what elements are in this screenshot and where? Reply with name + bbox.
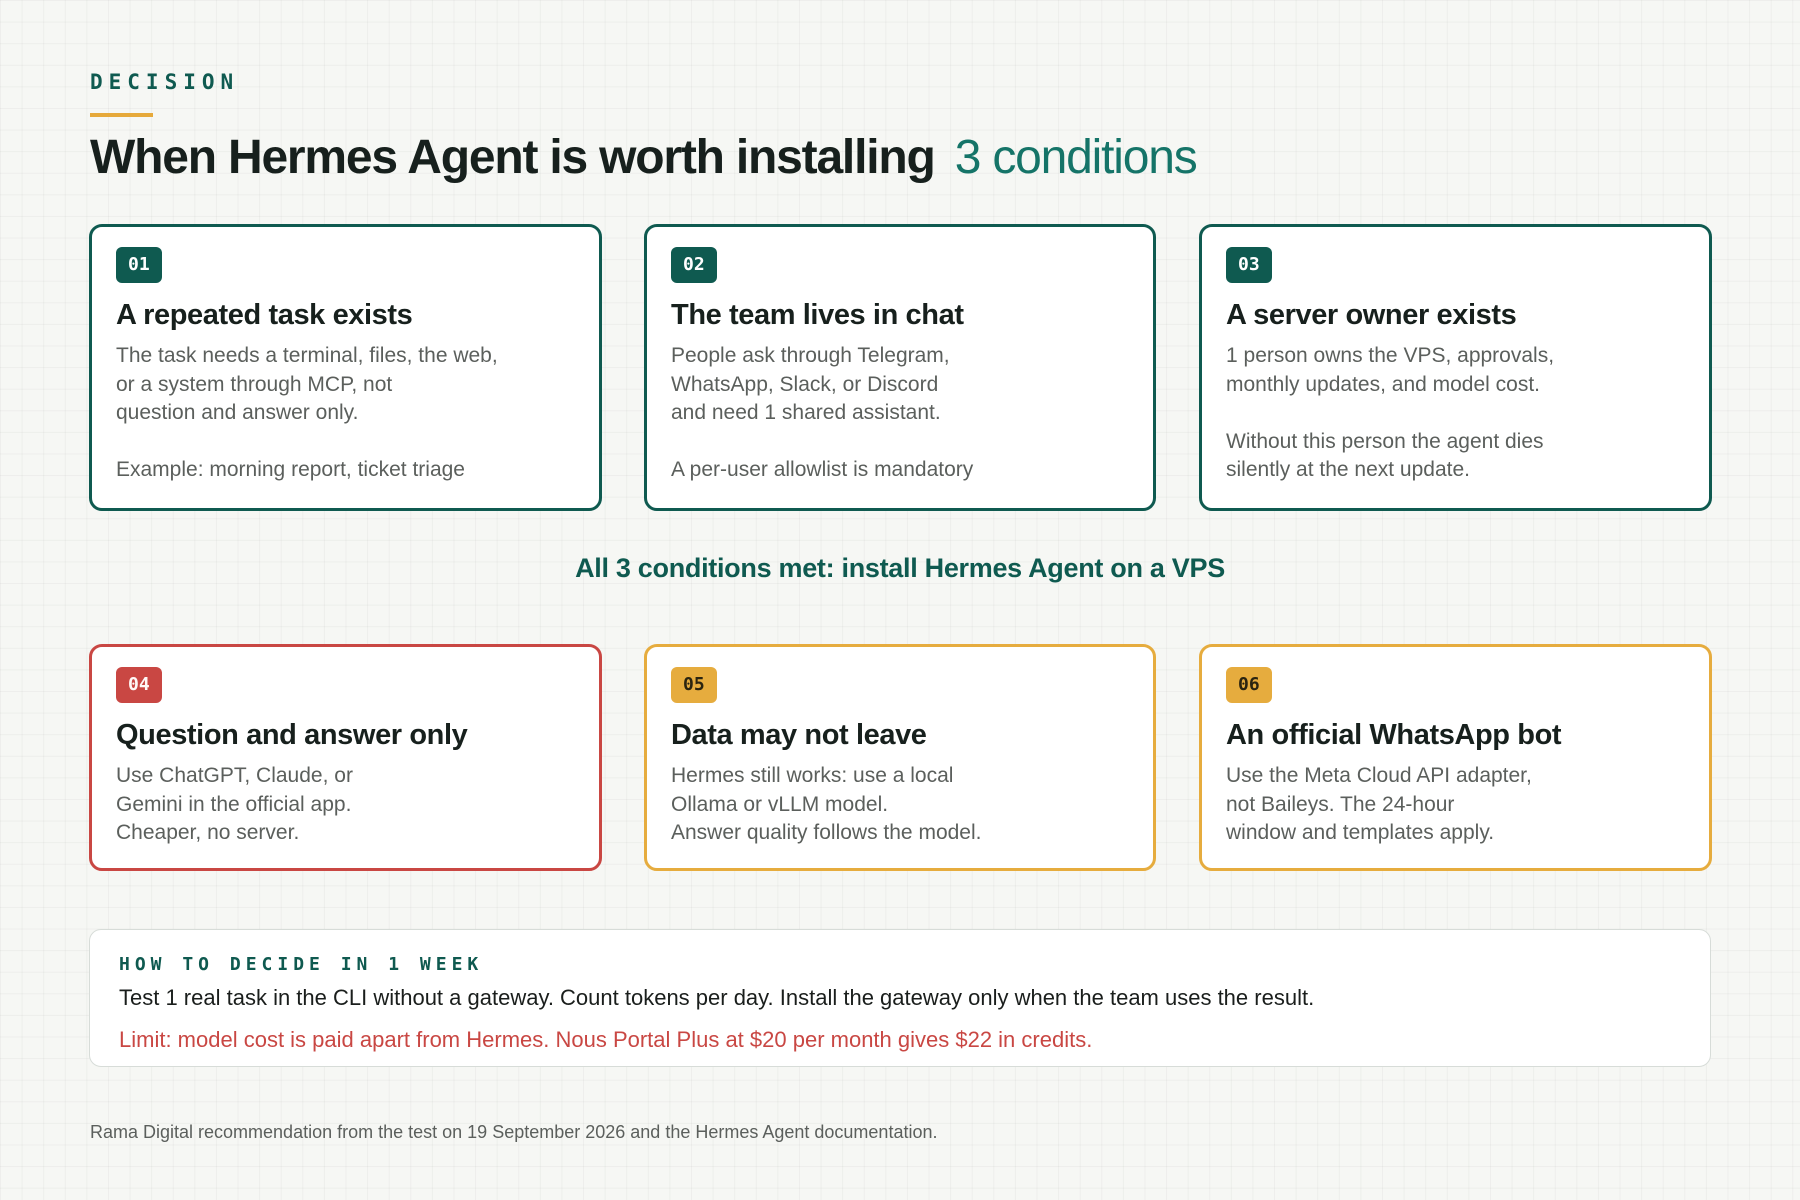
eyebrow-underline [90,113,153,117]
alternative-card-5 [644,644,1156,871]
alternative-number-badge: 05 [671,667,717,703]
condition-title: A repeated task exists [116,299,413,331]
description-line: WhatsApp, Slack, or Discord [671,372,939,396]
description-line: and need 1 shared assistant. [671,401,941,424]
description-line: Ollama or vLLM model. [671,792,889,816]
description-line: or a system through MCP, not [116,372,393,396]
description-line: 1 person owns the VPS, approvals, [1226,344,1555,367]
decide-panel [89,929,1711,1067]
condition-description [116,342,575,485]
section-eyebrow: DECISION [90,70,240,94]
condition-note: silently at the next update. [1226,458,1470,481]
description-line: Use the Meta Cloud API adapter, [1226,764,1532,787]
alternative-description [671,762,1129,848]
decide-text: Test 1 real task in the CLI without a gateway. Count tokens per day. Install the gateway only when the team uses the result. [119,985,1315,1010]
alternative-description [116,762,575,848]
alternative-card-6 [1199,644,1712,871]
alternative-description [1226,762,1685,848]
alternative-title: An official WhatsApp bot [1226,719,1562,751]
description-line: monthly updates, and model cost. [1226,372,1541,396]
description-line: Gemini in the official app. [116,792,352,816]
condition-title: A server owner exists [1226,299,1517,331]
condition-note: A per-user allowlist is mandatory [671,458,974,481]
description-line: People ask through Telegram, [671,344,950,367]
title-accent: 3 conditions [954,131,1197,184]
alternative-number-badge: 04 [116,667,162,703]
footnote: Rama Digital recommendation from the test on 19 September 2026 and the Hermes Agent documentation. [90,1122,938,1142]
condition-card-1 [89,224,602,511]
alternative-title: Question and answer only [116,719,468,751]
decide-limit: Limit: model cost is paid apart from Hermes. Nous Portal Plus at $20 per month gives $22 in credits. [119,1027,1093,1052]
condition-note: Without this person the agent dies [1226,429,1544,453]
description-line: question and answer only. [116,401,359,424]
condition-note: Example: morning report, ticket triage [116,458,465,481]
description-line: not Baileys. The 24-hour [1226,792,1455,816]
alternative-card-4 [89,644,602,871]
alternative-title: Data may not leave [671,719,927,751]
title-main: When Hermes Agent is worth installing [90,131,935,184]
verdict-text: All 3 conditions met: install Hermes Agent on a VPS [575,553,1225,583]
condition-card-3 [1199,224,1712,511]
condition-number-badge: 02 [671,247,717,283]
condition-description [1226,342,1685,485]
description-line: window and templates apply. [1226,821,1495,844]
alternative-number-badge: 06 [1226,667,1272,703]
condition-card-2 [644,224,1156,511]
description-line: The task needs a terminal, files, the web, [116,344,498,367]
description-line: Answer quality follows the model. [671,821,982,844]
condition-number-badge: 03 [1226,247,1272,283]
description-line: Use ChatGPT, Claude, or [116,764,353,787]
description-line: Cheaper, no server. [116,821,300,844]
page-title [90,130,1197,185]
decide-eyebrow: HOW TO DECIDE IN 1 WEEK [119,954,484,975]
condition-title: The team lives in chat [671,299,964,331]
condition-description [671,342,1129,485]
description-line: Hermes still works: use a local [671,764,954,787]
condition-number-badge: 01 [116,247,162,283]
